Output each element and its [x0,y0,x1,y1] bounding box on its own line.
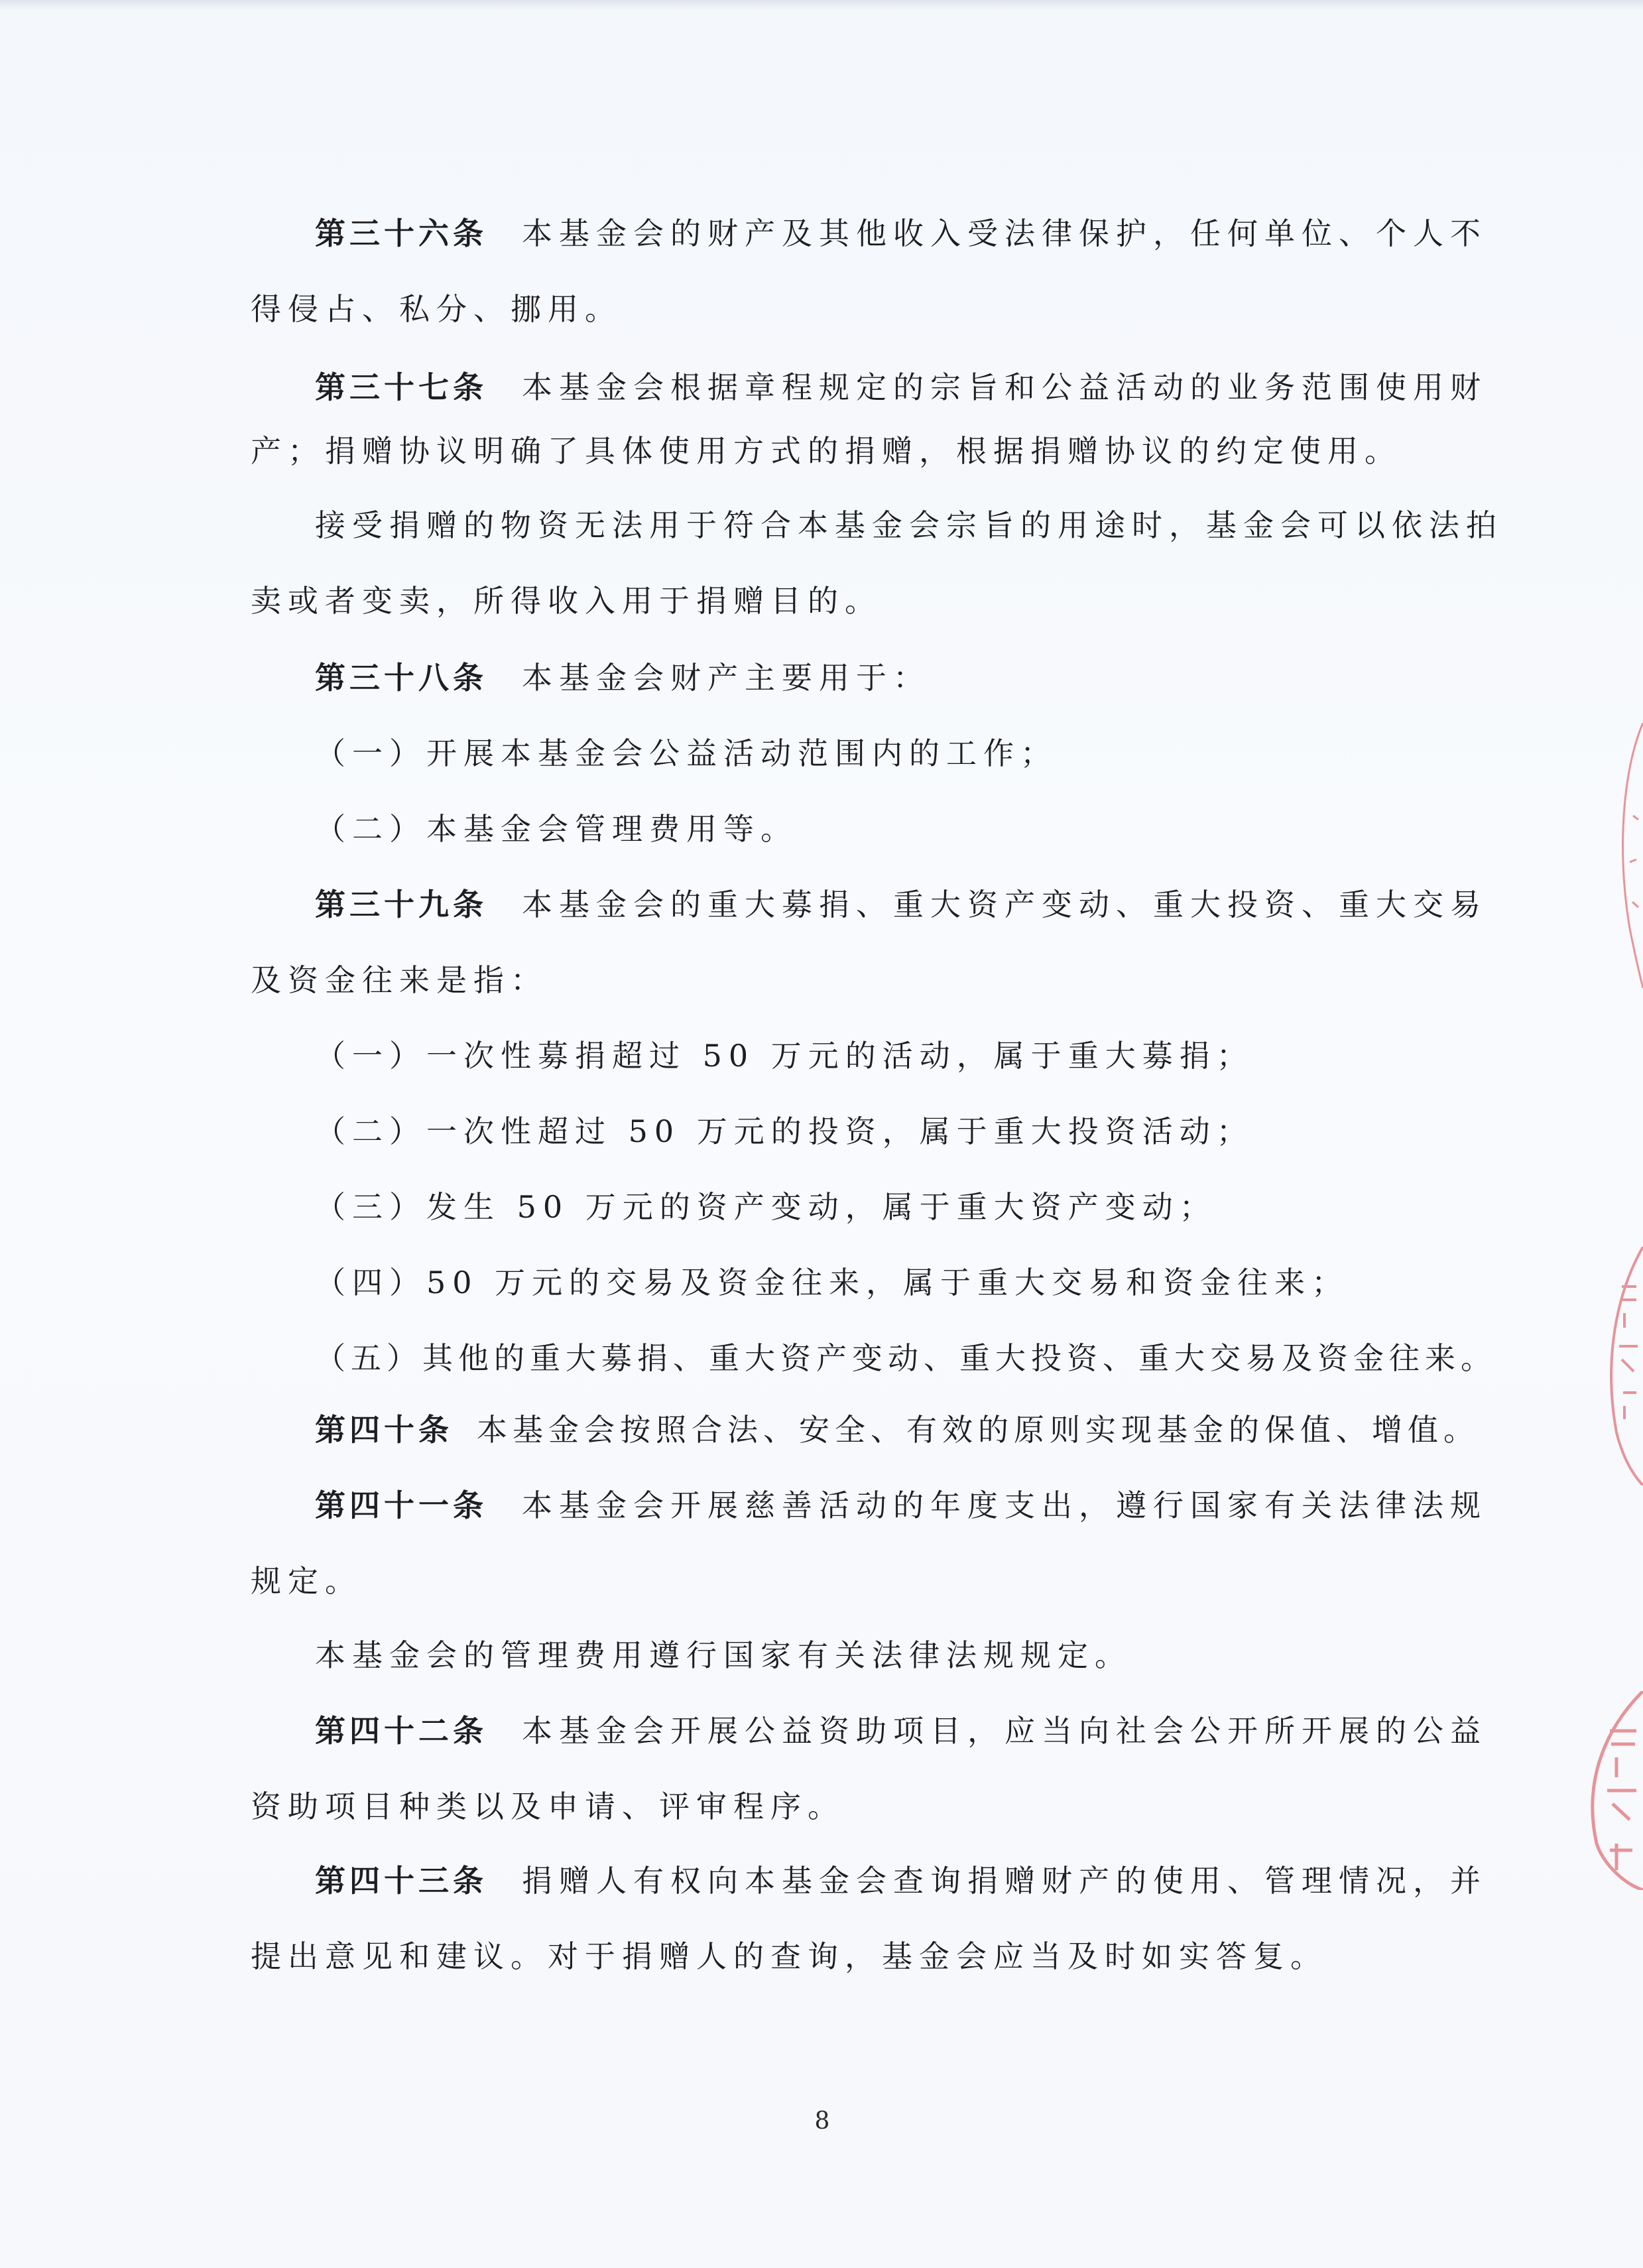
article-39-heading: 第三十九条 [315,887,487,922]
article-40-line-1 [315,1410,1479,1450]
article-39-text: 本基金会的重大募捐、重大资产变动、重大投资、重大交易 [522,887,1487,922]
article-36-line-1 [315,214,1487,253]
article-36-text: 本基金会的财产及其他收入受法律保护，任何单位、个人不 [522,216,1487,251]
article-42-text: 本基金会开展公益资助项目，应当向社会公开所开展的公益 [522,1713,1487,1749]
article-39-item-5: （五）其他的重大募捐、重大资产变动、重大投资、重大交易及资金往来。 [315,1340,1496,1376]
article-43-text: 捐赠人有权向本基金会查询捐赠财产的使用、管理情况，并 [522,1863,1487,1899]
article-39-line-2: 及资金往来是指： [251,962,548,998]
seal-fragment-top [1603,716,1643,995]
article-41-text: 本基金会开展慈善活动的年度支出，遵行国家有关法律法规 [522,1487,1487,1523]
article-38-item-1: （一）开展本基金会公益活动范围内的工作； [315,735,1058,771]
article-39-line-1 [315,885,1487,924]
article-39-item-4: （四）50 万元的交易及资金往来，属于重大交易和资金往来； [315,1265,1349,1300]
article-37-line-2: 产；捐赠协议明确了具体使用方式的捐赠，根据捐赠协议的约定使用。 [251,433,1402,469]
article-41-line-1 [315,1485,1487,1525]
article-40-text: 本基金会按照合法、安全、有效的原则实现基金的保值、增值。 [477,1412,1479,1448]
article-36-heading: 第三十六条 [315,216,487,251]
article-38-item-2: （二）本基金会管理费用等。 [315,811,798,847]
article-38-line-1 [315,658,930,698]
seal-fragment-middle [1590,1247,1643,1485]
seal-fragment-bottom [1563,1691,1643,1890]
article-40-heading: 第四十条 [315,1412,453,1448]
article-36-line-2: 得侵占、私分、挪用。 [251,291,622,327]
article-39-item-3: （三）发生 50 万元的资产变动，属于重大资产变动； [315,1189,1217,1225]
scan-edge [0,0,1643,11]
article-37-para-2-line-1: 接受捐赠的物资无法用于符合本基金会宗旨的用途时，基金会可以依法拍 [315,507,1503,543]
article-37-heading: 第三十七条 [315,369,487,405]
article-41-para-2: 本基金会的管理费用遵行国家有关法律法规规定。 [315,1637,1132,1673]
article-38-text: 本基金会财产主要用于： [522,660,930,696]
article-39-item-1: （一）一次性募捐超过 50 万元的活动，属于重大募捐； [315,1038,1254,1074]
article-38-heading: 第三十八条 [315,660,487,696]
page-number: 8 [814,2108,830,2135]
article-37-para-2-line-2: 卖或者变卖，所得收入用于捐赠目的。 [251,583,882,619]
article-37-text: 本基金会根据章程规定的宗旨和公益活动的业务范围使用财 [522,369,1487,405]
article-41-line-2: 规定。 [251,1563,362,1599]
article-39-item-2: （二）一次性超过 50 万元的投资，属于重大投资活动； [315,1113,1254,1149]
article-43-line-1 [315,1861,1487,1901]
article-37-line-1 [315,367,1487,407]
article-41-heading: 第四十一条 [315,1487,487,1523]
article-42-line-1 [315,1711,1487,1751]
article-42-line-2: 资助项目种类以及申请、评审程序。 [251,1789,845,1824]
article-43-heading: 第四十三条 [315,1863,487,1899]
article-43-line-2: 提出意见和建议。对于捐赠人的查询，基金会应当及时如实答复。 [251,1938,1327,1974]
article-42-heading: 第四十二条 [315,1713,487,1749]
